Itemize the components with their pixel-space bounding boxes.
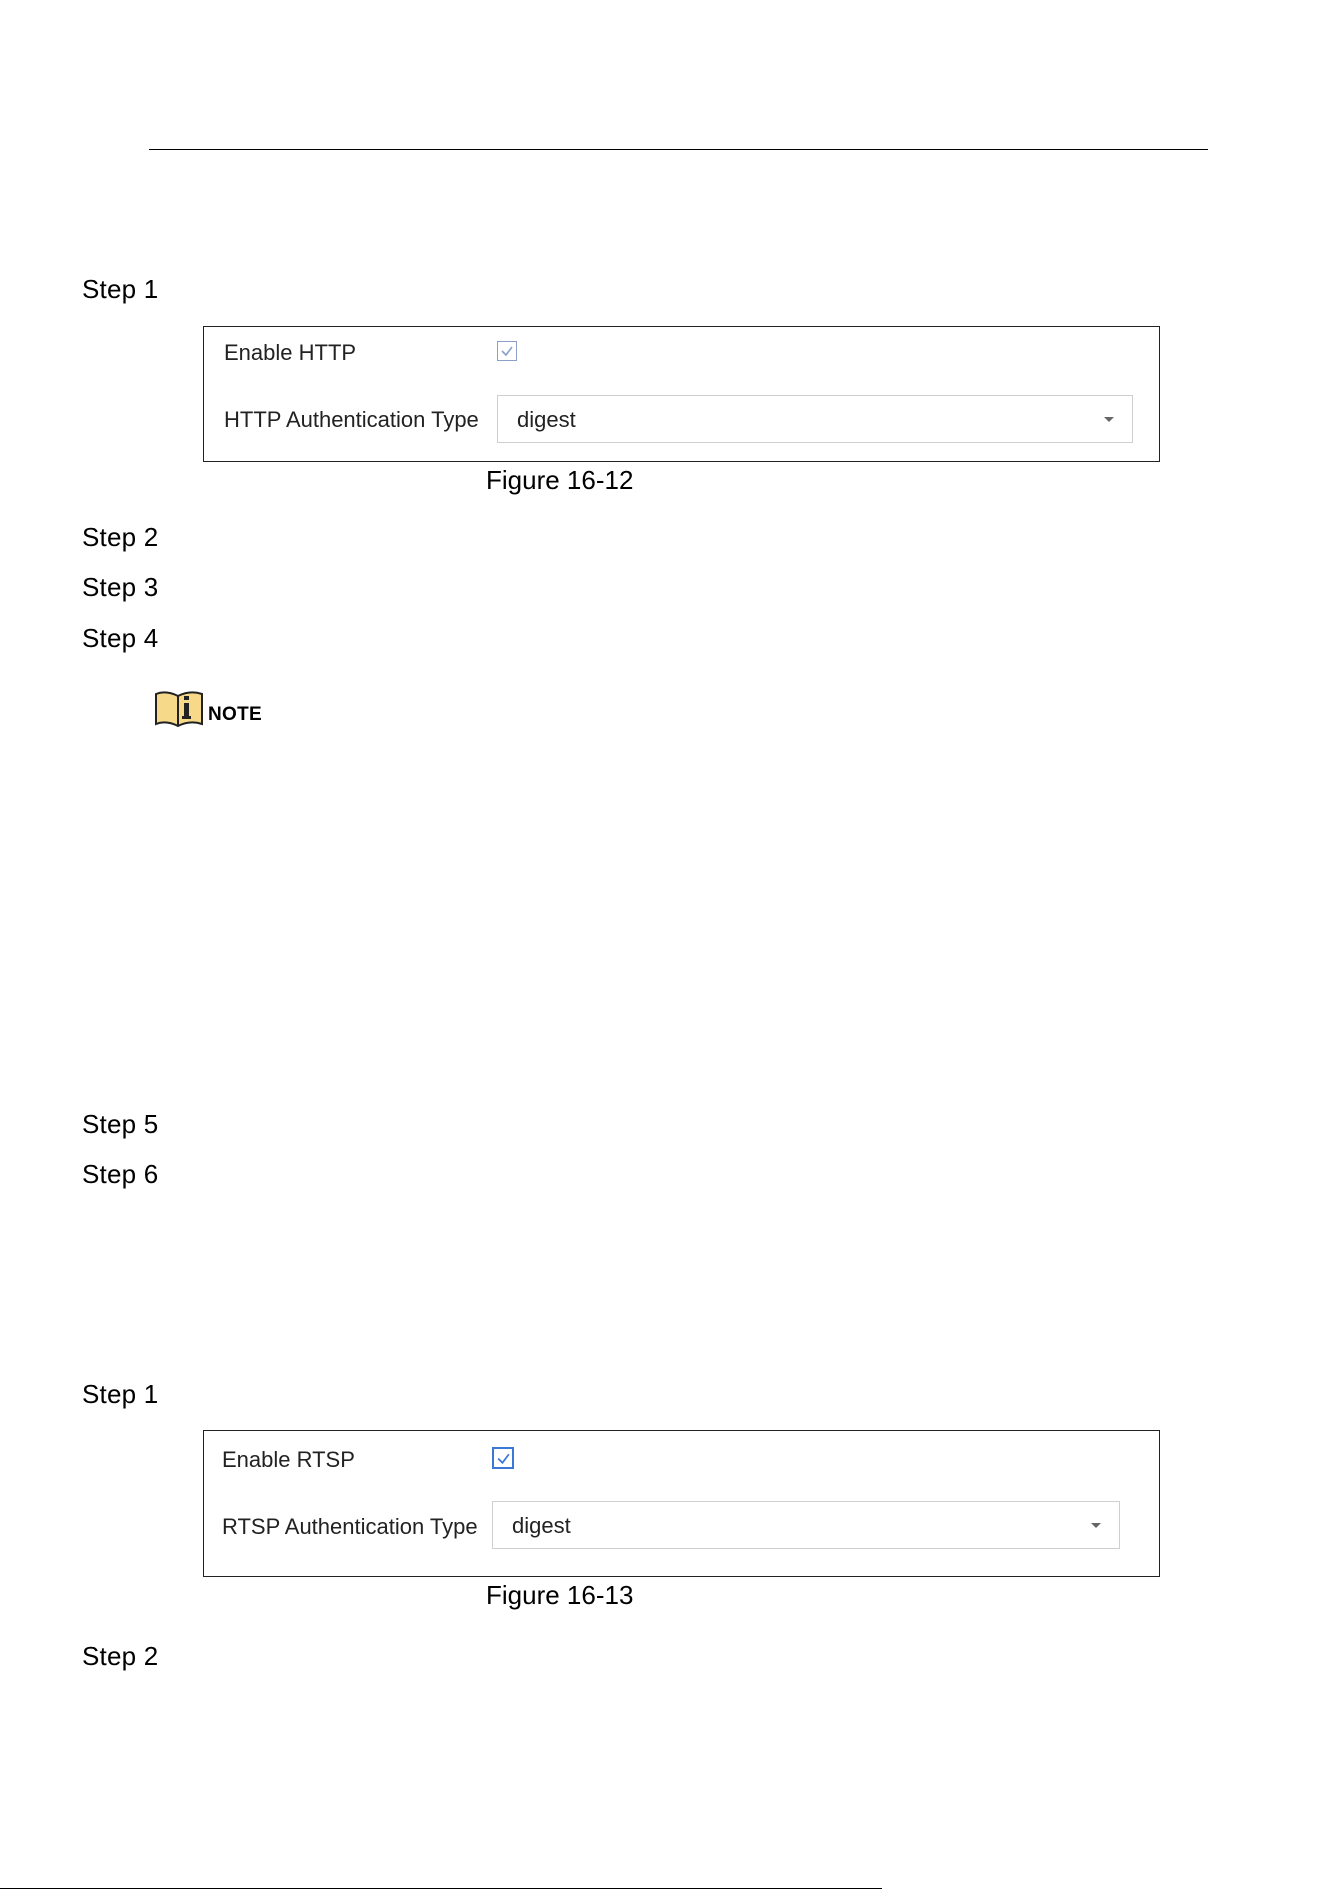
step-label: Step 4 xyxy=(82,623,159,653)
step-label: Step 2 xyxy=(82,522,159,552)
http-auth-type-label: HTTP Authentication Type xyxy=(224,407,479,432)
step-label: Step 3 xyxy=(82,572,159,602)
http-settings-panel xyxy=(203,326,1160,462)
rtsp-settings-panel xyxy=(203,1430,1160,1577)
step-label: Step 1 xyxy=(82,274,159,304)
chevron-down-icon xyxy=(1104,417,1114,422)
step-label: Step 6 xyxy=(82,1159,159,1189)
step-label: Step 1 xyxy=(82,1379,159,1409)
figure-caption: Figure 16-13 xyxy=(486,1580,634,1610)
enable-http-checkbox[interactable] xyxy=(497,341,517,361)
checkmark-icon xyxy=(500,344,514,358)
enable-rtsp-checkbox[interactable] xyxy=(492,1447,514,1469)
step-label: Step 2 xyxy=(82,1641,159,1671)
chevron-down-icon xyxy=(1091,1523,1101,1528)
note-callout xyxy=(154,690,274,730)
rtsp-auth-type-select[interactable] xyxy=(492,1501,1120,1549)
rtsp-auth-type-label: RTSP Authentication Type xyxy=(222,1514,478,1539)
http-auth-type-value: digest xyxy=(517,407,576,432)
checkmark-icon xyxy=(496,1451,511,1466)
enable-rtsp-label: Enable RTSP xyxy=(222,1447,355,1472)
header-rule xyxy=(149,149,1208,150)
enable-http-label: Enable HTTP xyxy=(224,340,357,365)
step-label: Step 5 xyxy=(82,1109,159,1139)
figure-caption: Figure 16-12 xyxy=(486,465,634,495)
rtsp-auth-type-value: digest xyxy=(512,1513,571,1538)
note-label: NOTE xyxy=(208,704,262,725)
http-auth-type-select[interactable] xyxy=(497,395,1133,443)
note-book-icon xyxy=(154,690,204,728)
